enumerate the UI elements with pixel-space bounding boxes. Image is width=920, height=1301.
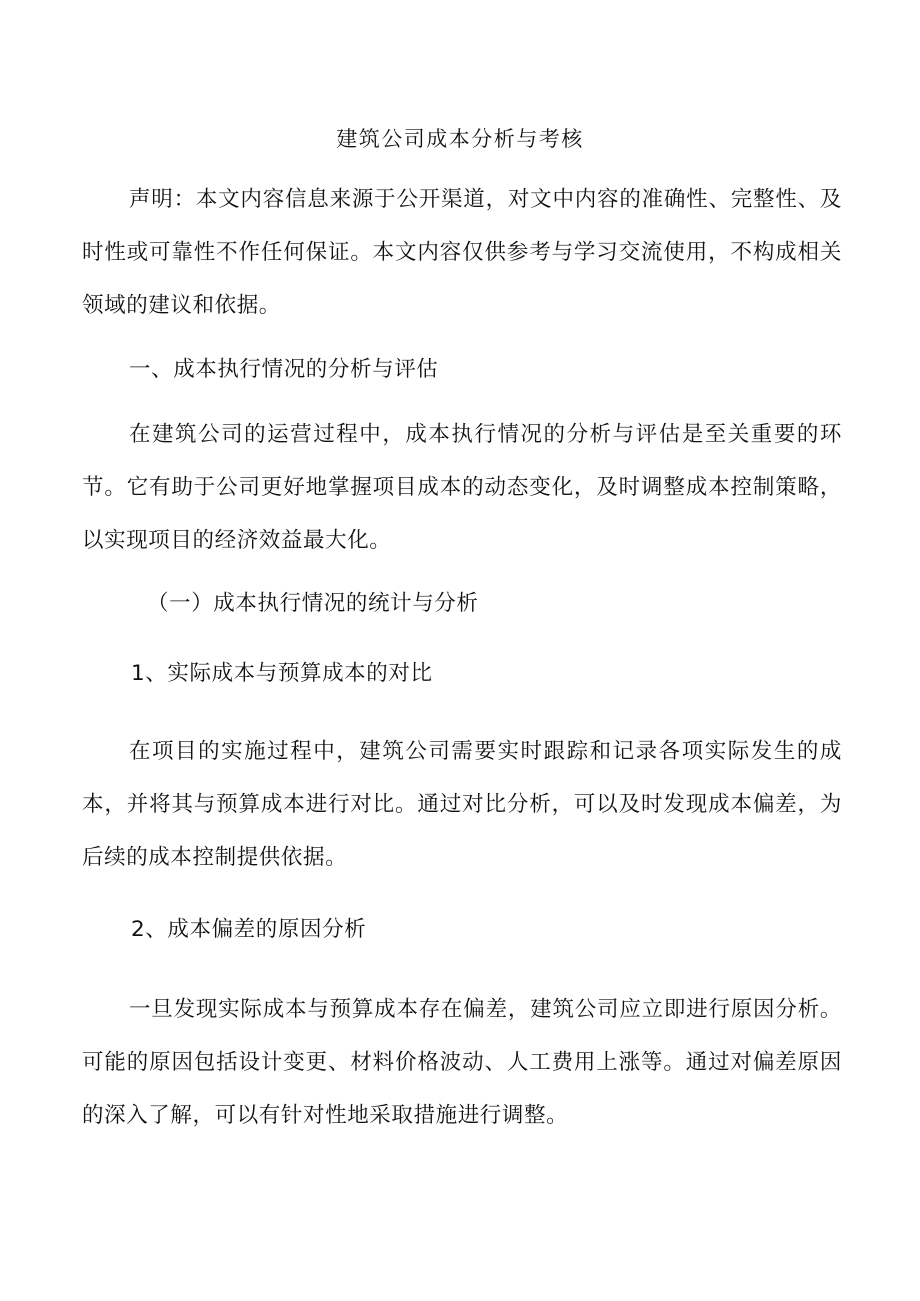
disclaimer-paragraph: 声明：本文内容信息来源于公开渠道，对文中内容的准确性、完整性、及时性或可靠性不作任何保证。本文内容仅供参考与学习交流使用，不构成相关领域的建议和依据。 xyxy=(82,187,842,318)
subsection-heading: （一）成本执行情况的统计与分析 xyxy=(147,591,479,616)
document-title: 建筑公司成本分析与考核 xyxy=(336,127,584,151)
item-body-2: 一旦发现实际成本与预算成本存在偏差，建筑公司应立即进行原因分析。可能的原因包括设计变更、材料价格波动、人工费用上涨等。通过对偏差原因的深入了解，可以有针对性地采取措施进行调整。 xyxy=(82,997,842,1128)
item-heading-2: 2、成本偏差的原因分析 xyxy=(131,917,367,942)
section-intro-paragraph: 在建筑公司的运营过程中，成本执行情况的分析与评估是至关重要的环节。它有助于公司更好地掌握项目成本的动态变化，及时调整成本控制策略，以实现项目的经济效益最大化。 xyxy=(82,422,842,553)
item-body-1: 在项目的实施过程中，建筑公司需要实时跟踪和记录各项实际发生的成本，并将其与预算成本进行对比。通过对比分析，可以及时发现成本偏差，为后续的成本控制提供依据。 xyxy=(82,739,842,870)
item-heading-1: 1、实际成本与预算成本的对比 xyxy=(131,661,433,686)
section-heading: 一、成本执行情况的分析与评估 xyxy=(129,357,439,382)
